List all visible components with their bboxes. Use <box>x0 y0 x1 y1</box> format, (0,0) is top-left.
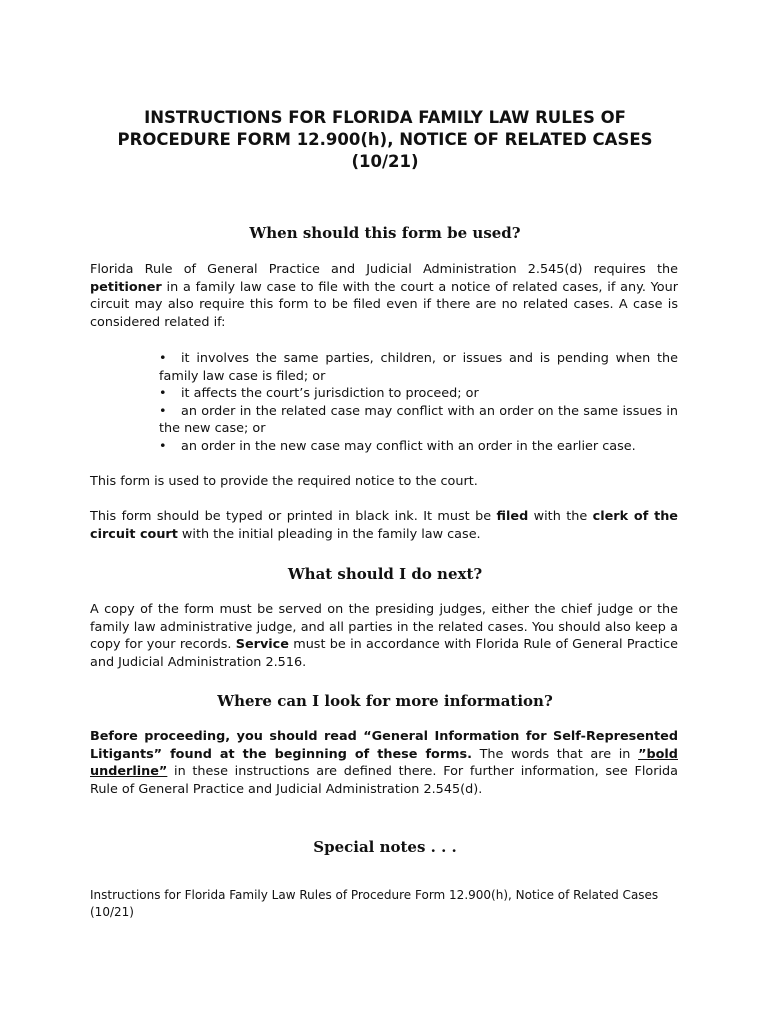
bullet-icon: • <box>159 386 167 402</box>
list-item-text: an order in the related case may conflict with an order on the same issues in the new case; or <box>159 403 678 437</box>
bold-underline-term: ”bold underline” <box>90 746 678 780</box>
list-item-text: an order in the new case may conflict with an order in the earlier case. <box>181 438 636 454</box>
notice-paragraph: This form is used to provide the required notice to the court. <box>90 474 478 489</box>
title-line-1: INSTRUCTIONS FOR FLORIDA FAMILY LAW RULES OF <box>144 108 626 127</box>
section-heading-special-notes: Special notes . . . <box>313 838 457 856</box>
title-line-3: (10/21) <box>351 152 419 171</box>
words-text-a: The words that are in <box>471 746 639 762</box>
typed-text-c: with the initial pleading in the family law case. <box>177 526 481 542</box>
bullet-icon: • <box>159 403 167 419</box>
list-item <box>159 350 678 385</box>
typed-text-b: with the <box>528 509 593 524</box>
document-title <box>90 107 680 173</box>
section-heading-when-used: When should this form be used? <box>249 224 521 242</box>
typed-text-a: This form should be typed or printed in black ink. It must be <box>90 509 497 524</box>
clerk-term: clerk of the circuit court <box>90 509 678 542</box>
section-heading-next-steps: What should I do next? <box>287 565 483 583</box>
title-line-2: PROCEDURE FORM 12.900(h), NOTICE OF RELATED CASES <box>117 130 653 149</box>
section-heading-more-info: Where can I look for more information? <box>217 692 553 710</box>
list-item <box>159 385 678 403</box>
list-item-text: it involves the same parties, children, or issues and is pending when the family law case is filed; or <box>159 351 678 384</box>
service-text-b: must be in accordance with Florida Rule of General Practice and Judicial Administration 2.516. <box>90 637 678 670</box>
filed-term: filed <box>496 509 529 524</box>
page-footer: Instructions for Florida Family Law Rules of Procedure Form 12.900(h), Notice of Related Cases (10/21) <box>90 888 659 919</box>
words-text-b: in these instructions are defined there. For further information, see Florida Rule of General Practice and Judicial Administration 2.545(d). <box>90 764 678 797</box>
more-info-paragraph <box>90 728 678 798</box>
intro-text-b: in a family law case to file with the court a notice of related cases, if any. Your circuit may also require this form to be filed even if there are no related cases. A case is considered related if: <box>90 279 678 330</box>
typed-paragraph <box>90 508 678 543</box>
bullet-icon: • <box>159 438 167 454</box>
service-paragraph <box>90 601 678 671</box>
service-term: Service <box>235 637 289 653</box>
intro-paragraph <box>90 261 678 331</box>
list-item <box>159 403 678 438</box>
service-text-a: A copy of the form must be served on the presiding judges, either the chief judge or the family law administrative judge, and all parties in the related cases. You should also keep a copy for your records. <box>90 602 678 653</box>
intro-text-a: Florida Rule of General Practice and Judicial Administration 2.545(d) requires the <box>90 262 678 277</box>
petitioner-term: petitioner <box>90 279 162 295</box>
read-first-notice: Before proceeding, you should read “General Information for Self-Represented Litigants” found at the beginning of these forms. <box>90 729 678 762</box>
bullet-icon: • <box>159 351 167 366</box>
related-criteria-list <box>159 350 678 456</box>
list-item <box>159 438 678 456</box>
list-item-text: it affects the court’s jurisdiction to proceed; or <box>181 386 479 402</box>
